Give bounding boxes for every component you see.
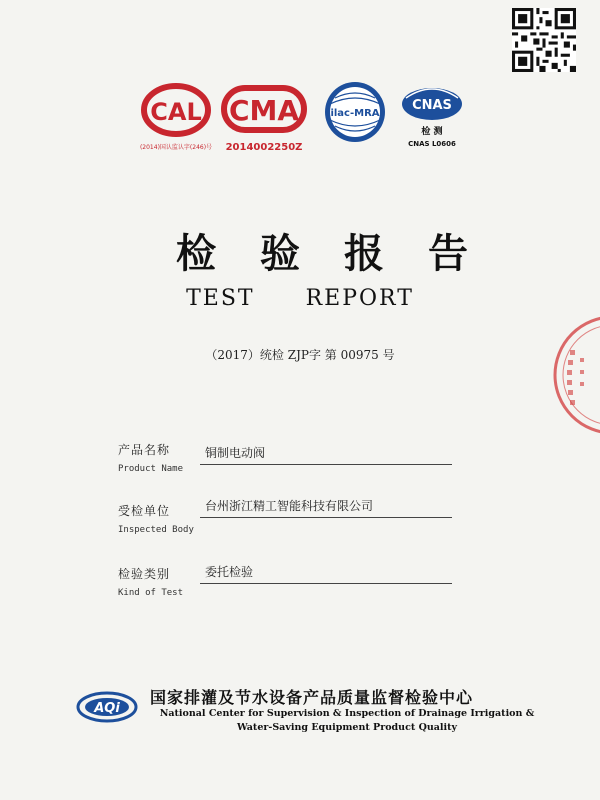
aqi-logo-text: AQi <box>94 701 120 716</box>
qr-code-icon <box>512 8 576 72</box>
field-label-en: Product Name <box>118 464 184 474</box>
report-number: （2017）统检 ZJP字 第 00975 号 <box>205 348 395 362</box>
cnas-logo-icon <box>402 88 462 148</box>
field-label-en: Inspected Body <box>118 525 194 535</box>
ilac-mra-logo-mark: ilac-MRA <box>330 108 380 119</box>
field-label-cn: 检验类别 <box>118 567 171 581</box>
aqi-logo-icon <box>76 690 138 724</box>
field-underline <box>200 464 452 465</box>
field-kind-of-test <box>118 565 183 598</box>
cnas-logo-caption-cn: 检 测 <box>421 127 443 137</box>
report-title-english: TEST REPORT <box>186 286 414 311</box>
field-underline <box>200 517 452 518</box>
red-seal-stamp-icon <box>548 310 600 440</box>
cma-logo-icon <box>224 88 304 153</box>
cal-logo-caption: (2014)国认监认字(246)号 <box>140 144 213 151</box>
cma-logo-caption: 2014002250Z <box>225 142 303 153</box>
field-label-cn: 受检单位 <box>118 504 171 518</box>
field-product-name <box>118 441 183 474</box>
field-underline <box>200 583 452 584</box>
field-value-product-name: 铜制电动阀 <box>205 446 266 460</box>
cal-logo-mark: CAL <box>150 98 202 126</box>
footer-org-name-en <box>142 707 552 735</box>
field-label-en: Kind of Test <box>118 588 184 598</box>
accreditation-logos <box>140 78 470 158</box>
cnas-logo-mark: CNAS <box>412 98 452 113</box>
footer-org-name-en-line2: Water-Saving Equipment Product Quality <box>236 722 458 733</box>
cma-logo-mark: CMA <box>228 94 300 127</box>
footer-org-name-en-line1: National Center for Supervision & Inspection of Drainage Irrigation & <box>159 708 535 719</box>
cnas-logo-caption-code: CNAS L0606 <box>408 140 456 148</box>
field-value-inspected-body: 台州浙江精工智能科技有限公司 <box>205 499 374 513</box>
field-value-kind-of-test: 委托检验 <box>205 565 254 579</box>
ilac-mra-logo-icon <box>325 82 385 142</box>
field-inspected-body <box>118 502 194 535</box>
report-title-chinese: 检验报告 <box>176 231 512 277</box>
cal-logo-icon <box>140 86 212 151</box>
field-label-cn: 产品名称 <box>118 443 171 457</box>
footer-org-name-cn: 国家排灌及节水设备产品质量监督检验中心 <box>150 688 474 707</box>
